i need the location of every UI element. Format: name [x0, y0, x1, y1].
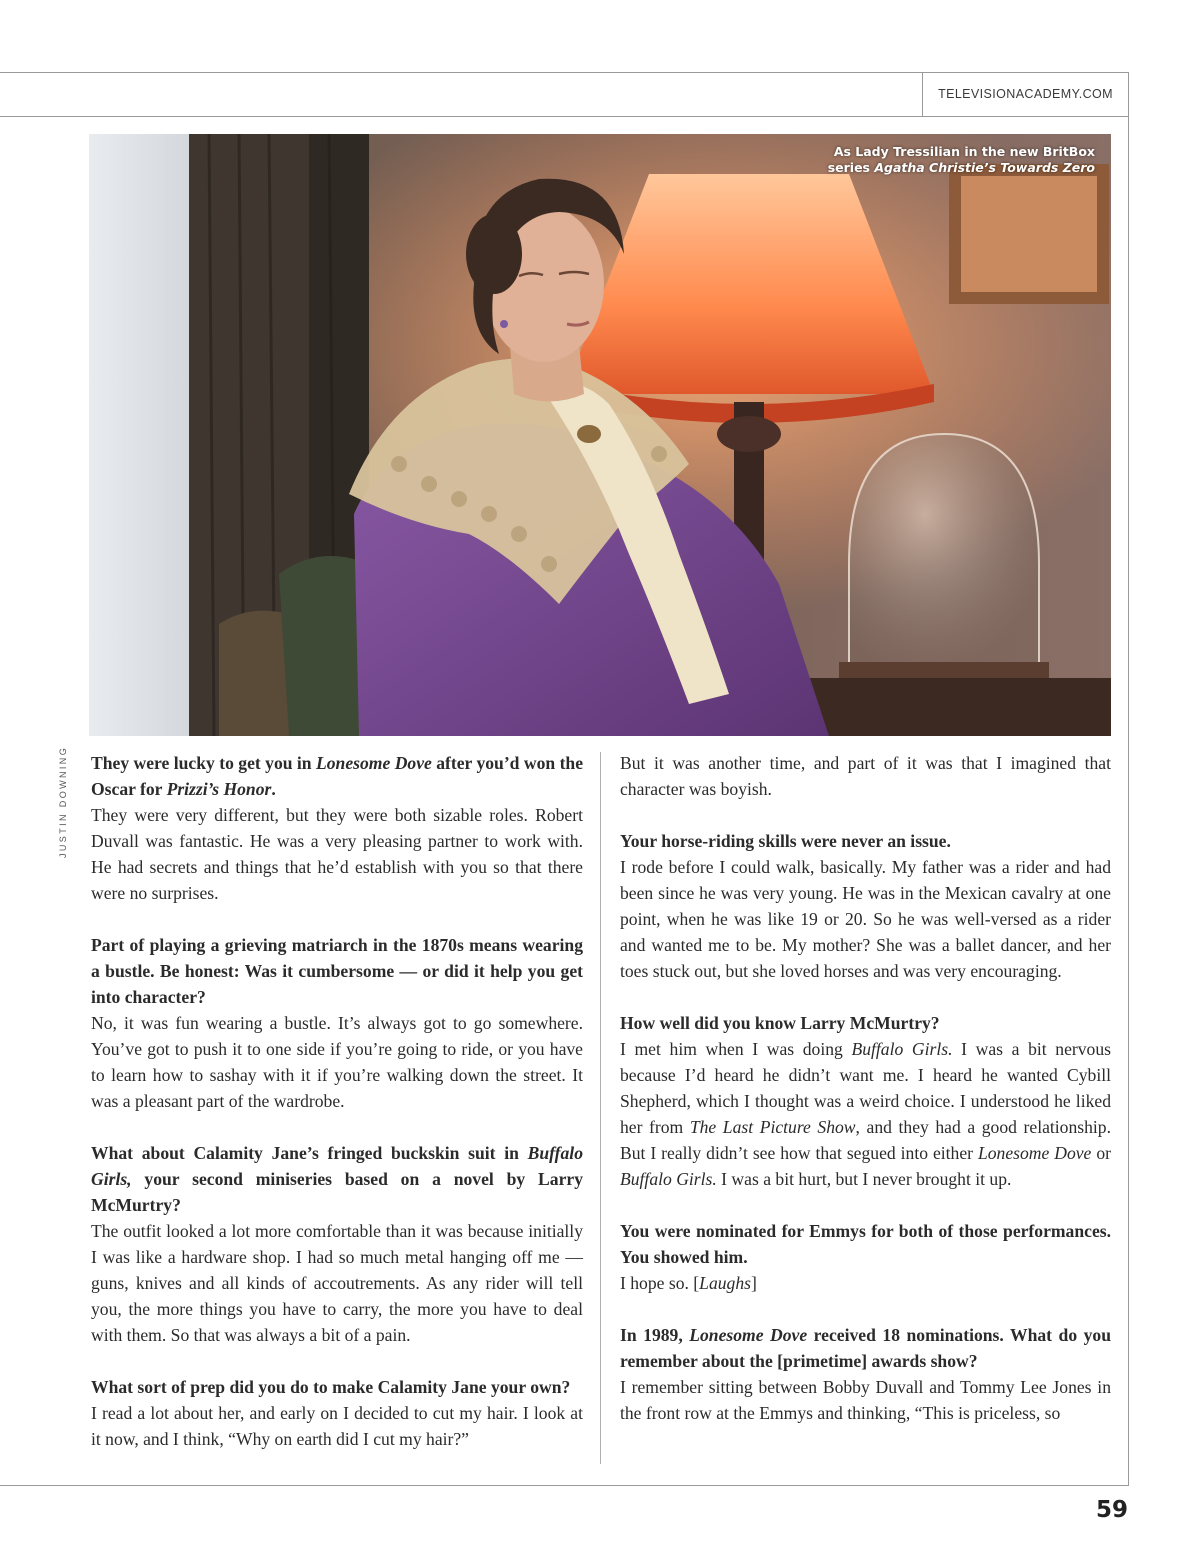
title-lonesome-dove: Lonesome Dove	[689, 1325, 808, 1345]
question: What sort of prep did you do to make Calamity Jane your own?	[91, 1377, 571, 1397]
question: Your horse-riding skills were never an issue.	[620, 831, 951, 851]
question	[620, 1322, 1111, 1374]
photo-credit: JUSTIN DOWNING	[58, 745, 68, 858]
answer-text: I was a bit nervous because I’d heard he didn’t want me. I heard he wanted Cybill Shepherd, which I thought was a weird choice. I understood he liked her from	[620, 1039, 1111, 1137]
qa-block-4	[91, 1374, 583, 1452]
question: You were nominated for Emmys for both of those performances. You showed him.	[620, 1221, 1111, 1267]
stage-direction: Laughs	[699, 1273, 751, 1293]
caption-line-2	[828, 160, 1095, 176]
title-buffalo-girls: Buffalo Girls,	[91, 1143, 583, 1189]
qa-block-2	[91, 932, 583, 1114]
question: How well did you know Larry McMurtry?	[620, 1013, 940, 1033]
qa-block-5	[620, 828, 1111, 984]
answer-text: I was a bit hurt, but I never brought it up.	[716, 1169, 1012, 1189]
title-last-picture-show: The Last Picture Show	[689, 1117, 856, 1137]
caption-prefix: series	[827, 160, 875, 175]
answer: The outfit looked a lot more comfortable than it was because initially I was like a hardware shop. I had so much metal hanging off me — guns, knives and all kinds of accoutrements. As any rider will tell you, the more things you have to carry, the more you have to deal with them. So that was always a bit of a pain.	[91, 1221, 583, 1345]
question-text: .	[271, 779, 276, 799]
answer-text: ]	[750, 1273, 757, 1293]
answer-text: , and they had a good relationship. But I really didn’t see how that segued into either	[620, 1117, 1111, 1163]
question	[91, 1140, 583, 1218]
question-text: They were lucky to get you in	[91, 753, 317, 773]
header-rule	[0, 116, 1129, 117]
question	[91, 750, 583, 802]
answer-text: I hope so. [	[620, 1273, 700, 1293]
answer-continued: But it was another time, and part of it was that I imagined that character was boyish.	[620, 753, 1111, 799]
qa-block-7	[620, 1218, 1111, 1296]
left-column	[91, 750, 583, 1452]
answer: They were very different, but they were both sizable roles. Robert Duvall was fantastic. He was a very pleasing partner to work with. He had secrets and things that he’d establish with you so that there were no surprises.	[91, 805, 583, 903]
answer-text: I met him when I was doing	[620, 1039, 852, 1059]
qa-block-3	[91, 1140, 583, 1348]
question-text: In 1989,	[620, 1325, 690, 1345]
answer: No, it was fun wearing a bustle. It’s always got to go somewhere. You’ve got to push it to one side if you’re going to ride, or you have to learn how to sashay with it if you’re walking down the street. It was a pleasant part of the wardrobe.	[91, 1013, 583, 1111]
column-separator	[600, 752, 601, 1464]
qa-block-8	[620, 1322, 1111, 1426]
site-url: TELEVISIONACADEMY.COM	[938, 87, 1113, 101]
photo-caption	[828, 144, 1095, 176]
right-margin-rule	[1128, 72, 1129, 1486]
question-text: What about Calamity Jane’s fringed buckskin suit in	[91, 1143, 528, 1163]
answer: I read a lot about her, and early on I decided to cut my hair. I look at it now, and I think, “Why on earth did I cut my hair?”	[91, 1403, 583, 1449]
question-text: received 18 nominations. What do you remember about the [primetime] awards show?	[620, 1325, 1112, 1371]
bottom-rule	[0, 1485, 1129, 1486]
title-buffalo-girls: Buffalo Girls.	[620, 1169, 717, 1189]
portrait-illustration	[89, 134, 1111, 736]
page-number: 59	[1095, 1497, 1128, 1523]
answer-text: or	[1091, 1143, 1111, 1163]
answer	[620, 1270, 1111, 1296]
caption-line-1: As Lady Tressilian in the new BritBox	[833, 144, 1095, 159]
question: Part of playing a grieving matriarch in the 1870s means wearing a bustle. Be honest: Was it cumbersome — or did it help you get into character?	[91, 935, 583, 1007]
answer: I rode before I could walk, basically. My father was a rider and had been since he was very young. He was in the Mexican cavalry at one point, when he was like 19 or 20. So he was well-versed as a rider and wanted me to be. My mother? She was a ballet dancer, and her toes stuck out, but she loved horses and was very encouraging.	[620, 857, 1111, 981]
caption-show-title: Agatha Christie’s Towards Zero	[874, 160, 1095, 175]
title-buffalo-girls: Buffalo Girls.	[851, 1039, 953, 1059]
answer: I remember sitting between Bobby Duvall and Tommy Lee Jones in the front row at the Emmys and thinking, “This is priceless, so	[620, 1377, 1111, 1423]
question-text: your second miniseries based on a novel by Larry McMurtry?	[91, 1169, 583, 1215]
qa-block-1	[91, 750, 583, 906]
title-prizzis-honor: Prizzi’s Honor	[166, 779, 272, 799]
title-lonesome-dove: Lonesome Dove	[977, 1143, 1092, 1163]
answer	[620, 1036, 1111, 1192]
qa-block-6	[620, 1010, 1111, 1192]
question-text: after you’d won the Oscar for	[91, 753, 584, 799]
title-lonesome-dove: Lonesome Dove	[316, 753, 432, 773]
feature-photo	[89, 134, 1111, 736]
right-column	[620, 750, 1111, 1426]
